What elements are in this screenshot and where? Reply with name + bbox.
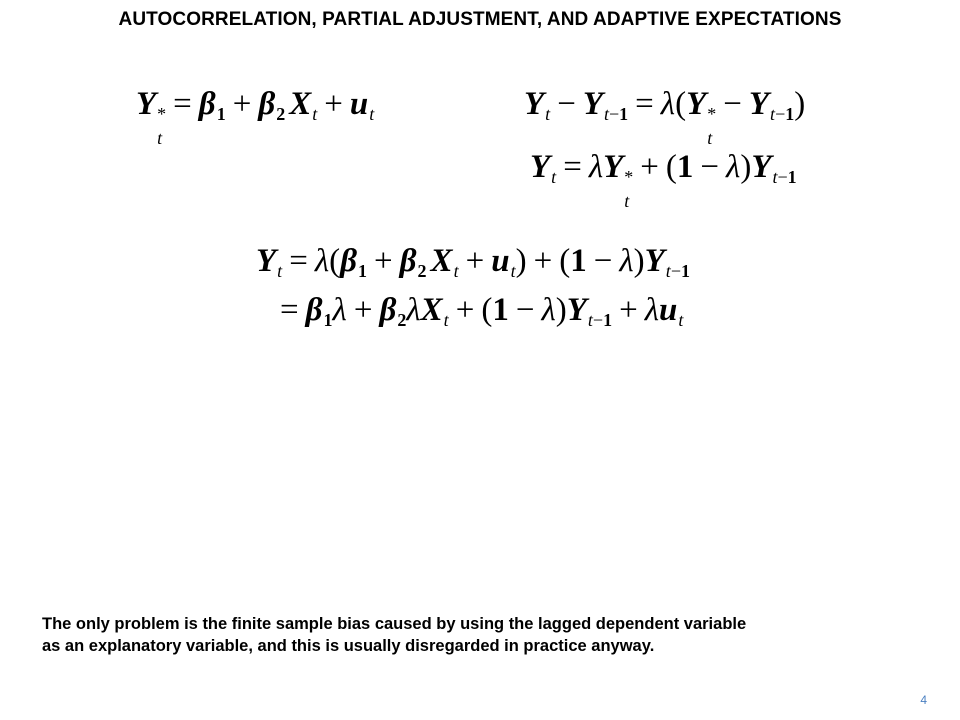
paragraph-line-1: The only problem is the finite sample bias caused by using the lagged dependent variable [42,615,747,633]
paragraph-line-2: as an explanatory variable, and this is usually disregarded in practice anyway. [42,637,655,655]
equation-substituted-line1: $Y_t = \lambda(\beta_1 + \beta_2$ $X_t + u_t) + (1 - \lambda)Y_{t-1}$ [256,243,690,281]
equation-adjusted-y: $Y_t = \lambda Y$ * t + $(1 - \lambda)Y_{t-1}$ [530,149,797,211]
explanation-paragraph [42,613,922,657]
page-number: 4 [920,693,927,707]
slide-title: AUTOCORRELATION, PARTIAL ADJUSTMENT, AND ADAPTIVE EXPECTATIONS [118,9,842,30]
eq1-text [0,0,1,1]
equation-desired-y: Y * t = $\beta_1 + \beta_2$ $X_t + u_t$ [136,86,375,148]
equation-partial-adjustment: $Y_t - Y_{t-1} = \lambda(Y$ * t − $Y_{t-1}$) [524,86,806,148]
equation-substituted-line2: = $\beta_1\lambda + \beta_2\lambda X_t + (1 - \lambda)Y_{t-1} + \lambda u_t$ [280,292,684,330]
